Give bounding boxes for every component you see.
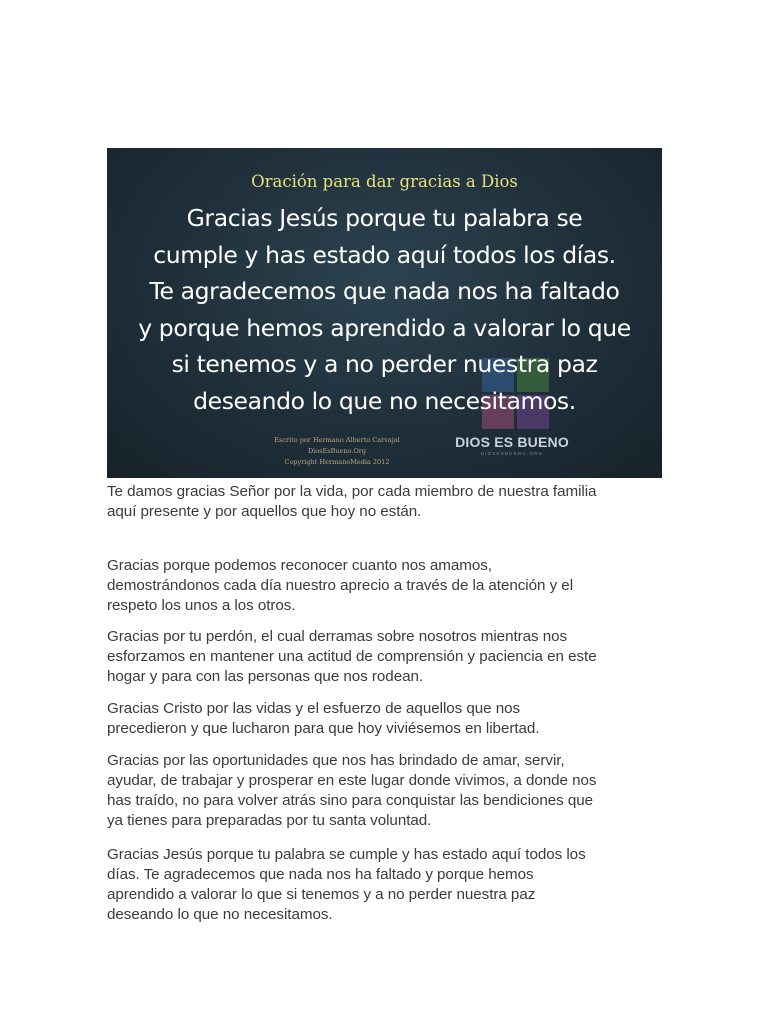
banner-line: si tenemos y a no perder nuestra paz xyxy=(171,350,598,378)
banner-line: deseando lo que no necesitamos. xyxy=(193,386,576,415)
paragraph-line: Gracias Cristo por las vidas y el esfuerzo de aquellos que nos xyxy=(107,700,521,717)
paragraph-line: ya tienes para preparadas por tu santa voluntad. xyxy=(107,812,432,829)
paragraph-line: aprendido a valorar lo que si tenemos y a no perder nuestra paz xyxy=(107,886,536,903)
banner-line: cumple y has estado aquí todos los días. xyxy=(153,240,616,269)
banner-credits xyxy=(247,435,427,468)
credit-author: Escrito por Hermano Alberto Carvajal xyxy=(274,436,400,444)
paragraph-2 xyxy=(107,556,667,616)
paragraph-line: Gracias Jesús porque tu palabra se cumple y has estado aquí todos los xyxy=(107,846,586,863)
paragraph-line: ayudar, de trabajar y prosperar en este lugar donde vivimos, a donde nos xyxy=(107,772,597,789)
paragraph-4 xyxy=(107,699,667,739)
paragraph-3 xyxy=(107,627,667,687)
banner-prayer-text xyxy=(127,200,642,419)
brand-logo xyxy=(447,434,577,456)
paragraph-5 xyxy=(107,751,667,831)
paragraph-line: deseando lo que no necesitamos. xyxy=(107,906,333,923)
paragraph-6 xyxy=(107,845,667,925)
banner-line: y porque hemos aprendido a valorar lo que xyxy=(138,313,631,342)
paragraph-line: precedieron y que lucharon para que hoy viviésemos en libertad. xyxy=(107,720,540,737)
paragraph-line: Gracias porque podemos reconocer cuanto nos amamos, xyxy=(107,557,492,574)
paragraph-line: esforzamos en mantener una actitud de comprensión y paciencia en este xyxy=(107,648,597,665)
paragraph-line: aquí presente y por aquellos que hoy no están. xyxy=(107,503,422,520)
paragraph-line: demostrándonos cada día nuestro aprecio a través de la atención y el xyxy=(107,577,574,594)
paragraph-line: Te damos gracias Señor por la vida, por cada miembro de nuestra familia xyxy=(107,483,597,500)
credit-site: DiosEsBueno.Org xyxy=(307,447,367,455)
credit-copyright: Copyright HermanoMedia 2012 xyxy=(284,458,390,466)
paragraph-line: Gracias por las oportunidades que nos has brindado de amar, servir, xyxy=(107,752,565,769)
banner-line: Te agradecemos que nada nos ha faltado xyxy=(149,277,620,305)
paragraph-1 xyxy=(107,482,667,522)
paragraph-line: Gracias por tu perdón, el cual derramas sobre nosotros mientras nos xyxy=(107,628,568,645)
paragraph-line: has traído, no para volver atrás sino para conquistar las bendiciones que xyxy=(107,792,594,809)
paragraph-line: respeto los unos a los otros. xyxy=(107,597,296,614)
brand-subtitle: DIOSESBUENO.ORG xyxy=(480,451,544,456)
paragraph-line: hogar y para con las personas que nos rodean. xyxy=(107,668,424,685)
brand-name: DIOS ES BUENO xyxy=(455,434,569,450)
paragraph-line: días. Te agradecemos que nada nos ha faltado y porque hemos xyxy=(107,866,534,883)
banner-title: Oración para dar gracias a Dios xyxy=(251,172,518,191)
banner-line: Gracias Jesús porque tu palabra se xyxy=(186,204,583,232)
prayer-banner-image xyxy=(107,148,662,478)
